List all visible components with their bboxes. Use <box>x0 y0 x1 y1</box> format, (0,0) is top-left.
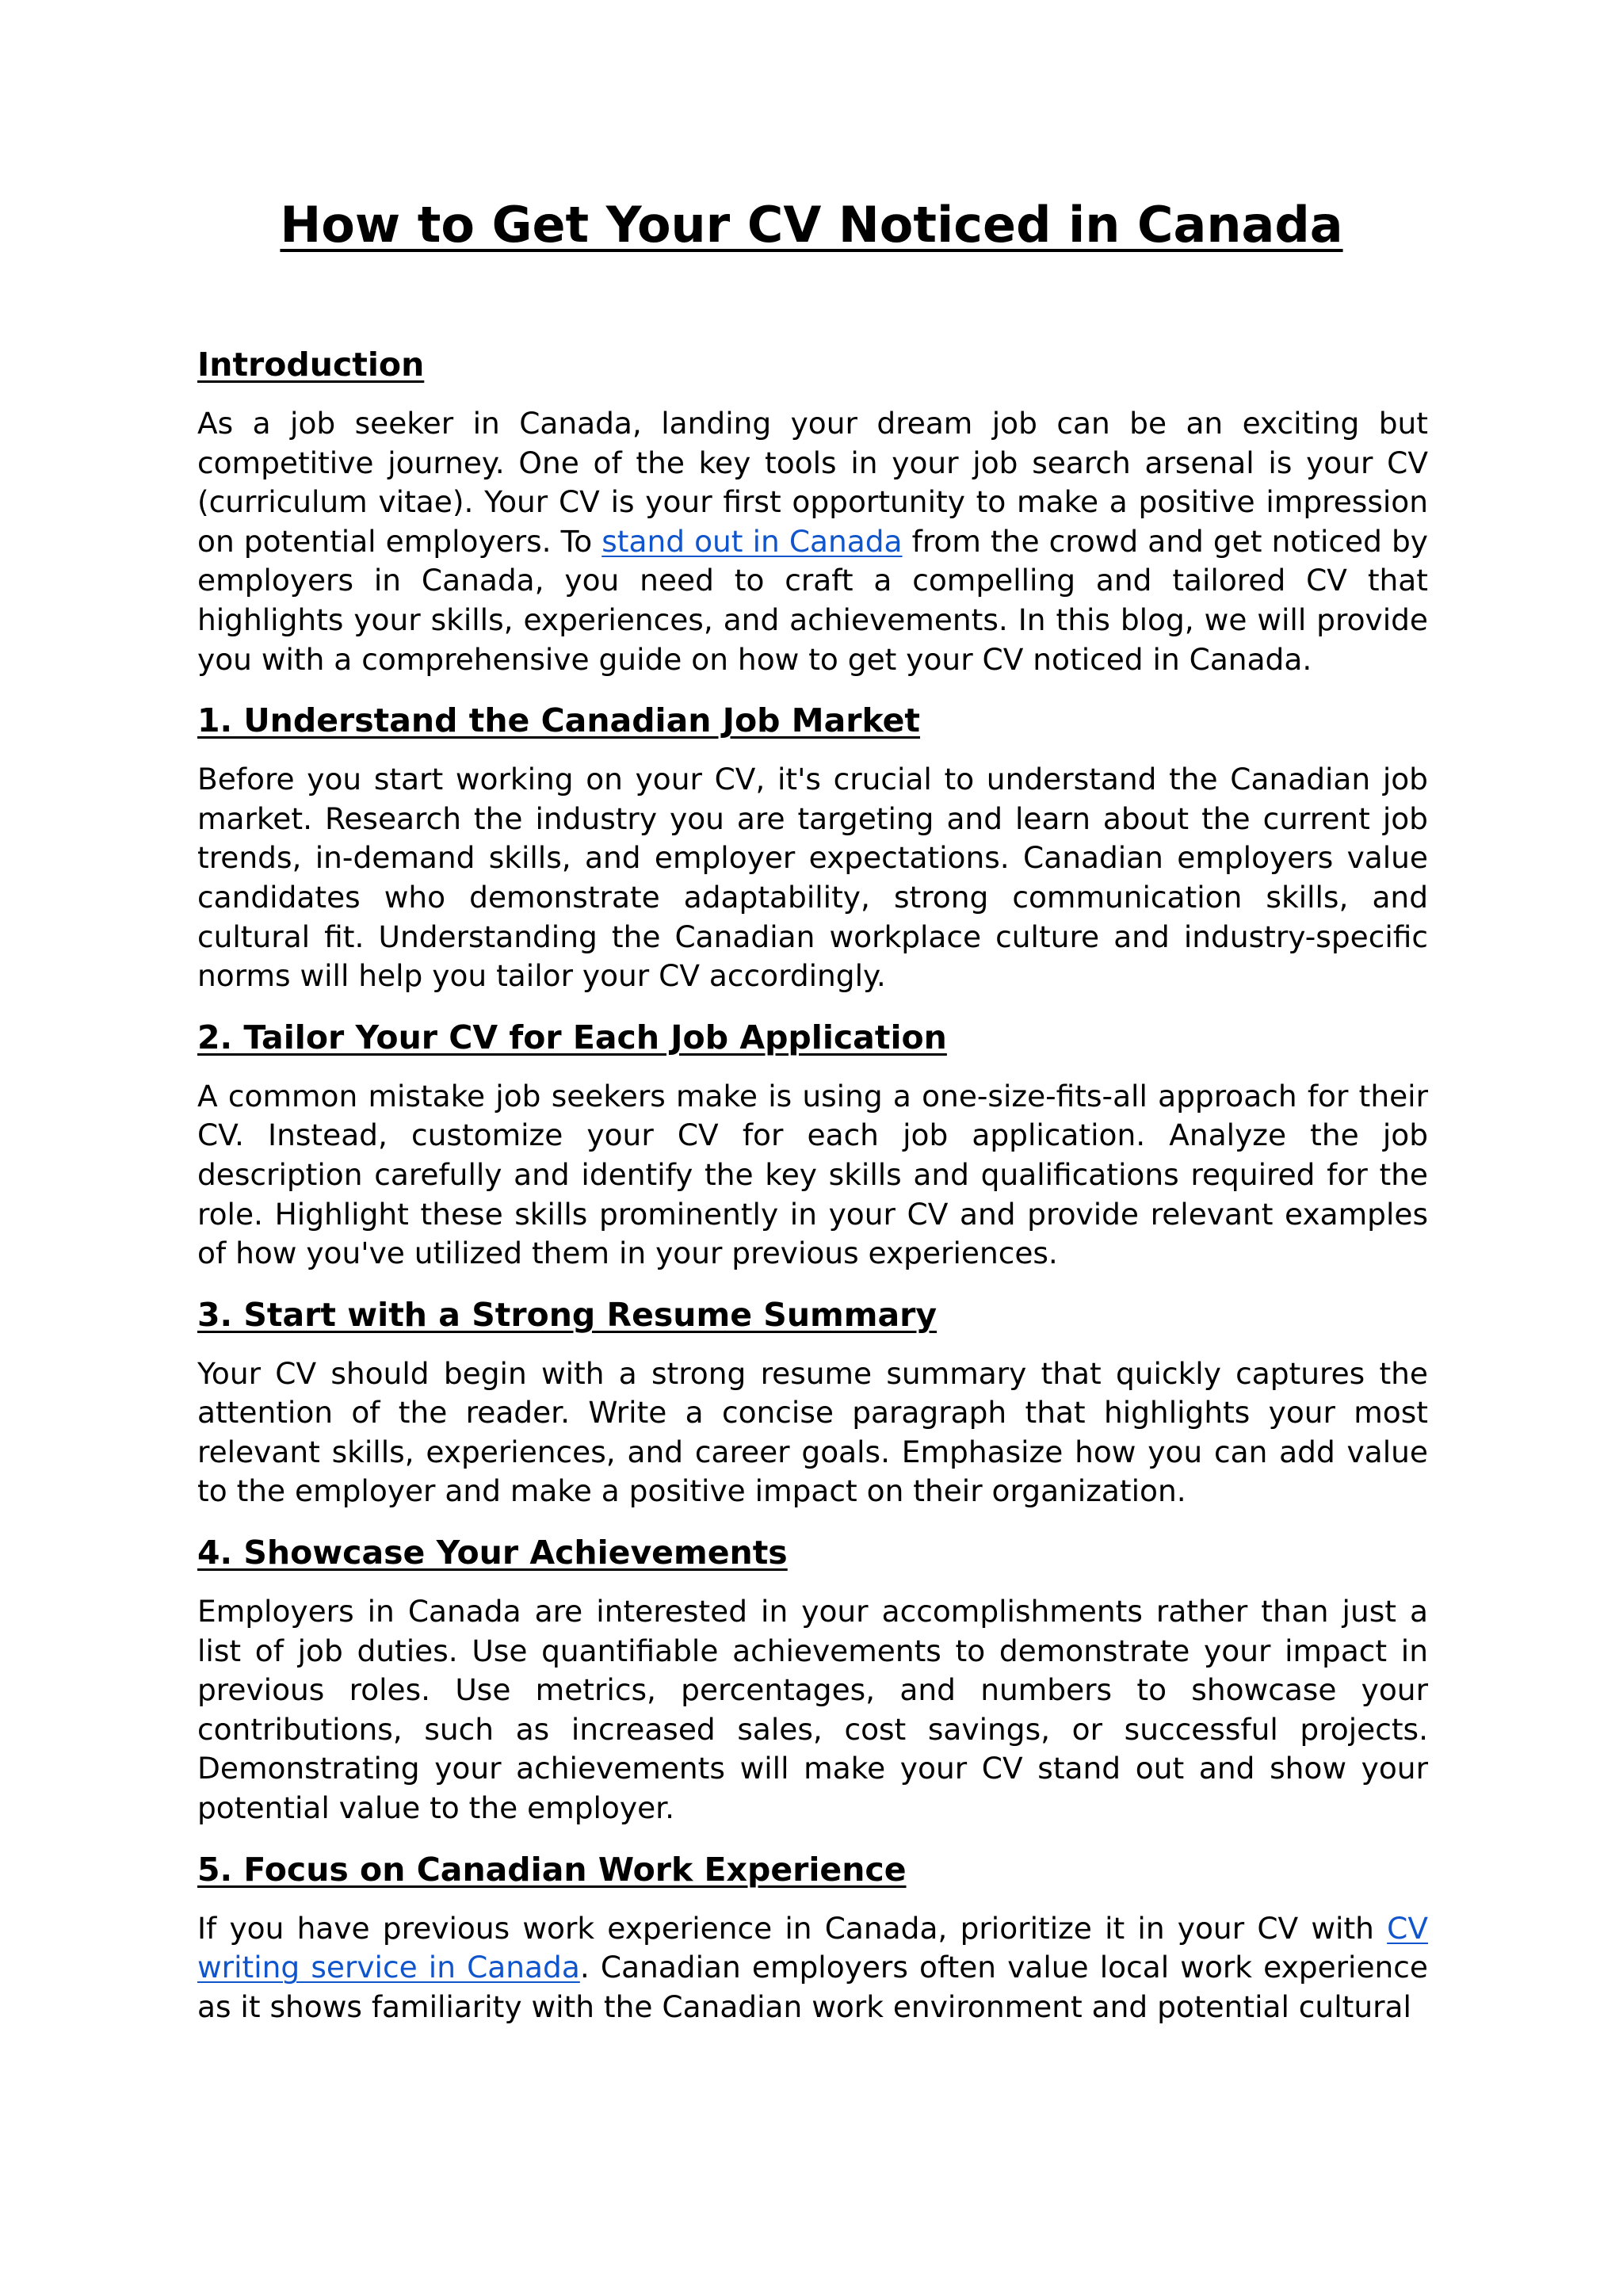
paragraph-understand-market: Before you start working on your CV, it's crucial to understand the Canadian job market. Research the industry you are targeting and learn about the current job trends, in-demand skills, and employer expectations. Canadian employers value candidates who demonstrate adaptability, strong communication skills, and cultural fit. Understanding the Canadian workplace culture and industry-specific norms will help you tailor your CV accordingly. <box>197 762 1428 994</box>
section-heading-tailor-cv: 2. Tailor Your CV for Each Job Application <box>197 1018 947 1056</box>
section-heading-introduction: Introduction <box>197 346 425 384</box>
section-heading-resume-summary: 3. Start with a Strong Resume Summary <box>197 1295 938 1334</box>
section-heading-understand-market: 1. Understand the Canadian Job Market <box>197 701 921 740</box>
paragraph-text: from the crowd and get noticed by employers in Canada, you need to craft a compelling and tailored CV that highlights your skills, experiences, and achievements. In this blog, we will provide you with a comprehensive guide on how to get your CV noticed in Canada. <box>197 523 1428 677</box>
paragraph-canadian-experience <box>197 1909 1428 2027</box>
document-body <box>197 342 1428 2046</box>
link-cv-writing-service[interactable]: CV writing service in Canada <box>197 1910 1428 1985</box>
paragraph-resume-summary: Your CV should begin with a strong resume summary that quickly captures the attention of the reader. Write a concise paragraph that highlights your most relevant skills, experiences, and career goals. Emphasize how you can add value to the employer and make a positive impact on their organization. <box>197 1355 1428 1509</box>
page-title: How to Get Your CV Noticed in Canada <box>280 196 1343 254</box>
section-heading-canadian-experience: 5. Focus on Canadian Work Experience <box>197 1850 907 1889</box>
link-stand-out-in-canada[interactable]: stand out in Canada <box>601 523 903 559</box>
paragraph-text: As a job seeker in Canada, landing your dream job can be an exciting but competitive journey. One of the key tools in your job search arsenal is your CV (curriculum vitae). Your CV is your first opportunity to make a positive impression on potential employers. To <box>197 406 1428 559</box>
paragraph-achievements: Employers in Canada are interested in your accomplishments rather than just a list of job duties. Use quantifiable achievements to demonstrate your impact in previous roles. Use metrics, percentages, and numbers to showcase your contributions, such as increased sales, cost savings, or successful projects. Demonstrating your achievements will make your CV stand out and show your potential value to the employer. <box>197 1594 1428 1826</box>
paragraph-text: If you have previous work experience in Canada, prioritize it in your CV with <box>197 1910 1388 1946</box>
section-heading-achievements: 4. Showcase Your Achievements <box>197 1534 788 1572</box>
paragraph-text: . Canadian employers often value local work experience as it shows familiarity with the Canadian work environment and potential cultural <box>197 1950 1428 2024</box>
paragraph-introduction <box>197 404 1428 679</box>
paragraph-tailor-cv: A common mistake job seekers make is using a one-size-fits-all approach for their CV. Instead, customize your CV for each job application. Analyze the job description carefully and identify the key skills and qualifications required for the role. Highlight these skills prominently in your CV and provide relevant examples of how you've utilized them in your previous experiences. <box>197 1078 1428 1271</box>
